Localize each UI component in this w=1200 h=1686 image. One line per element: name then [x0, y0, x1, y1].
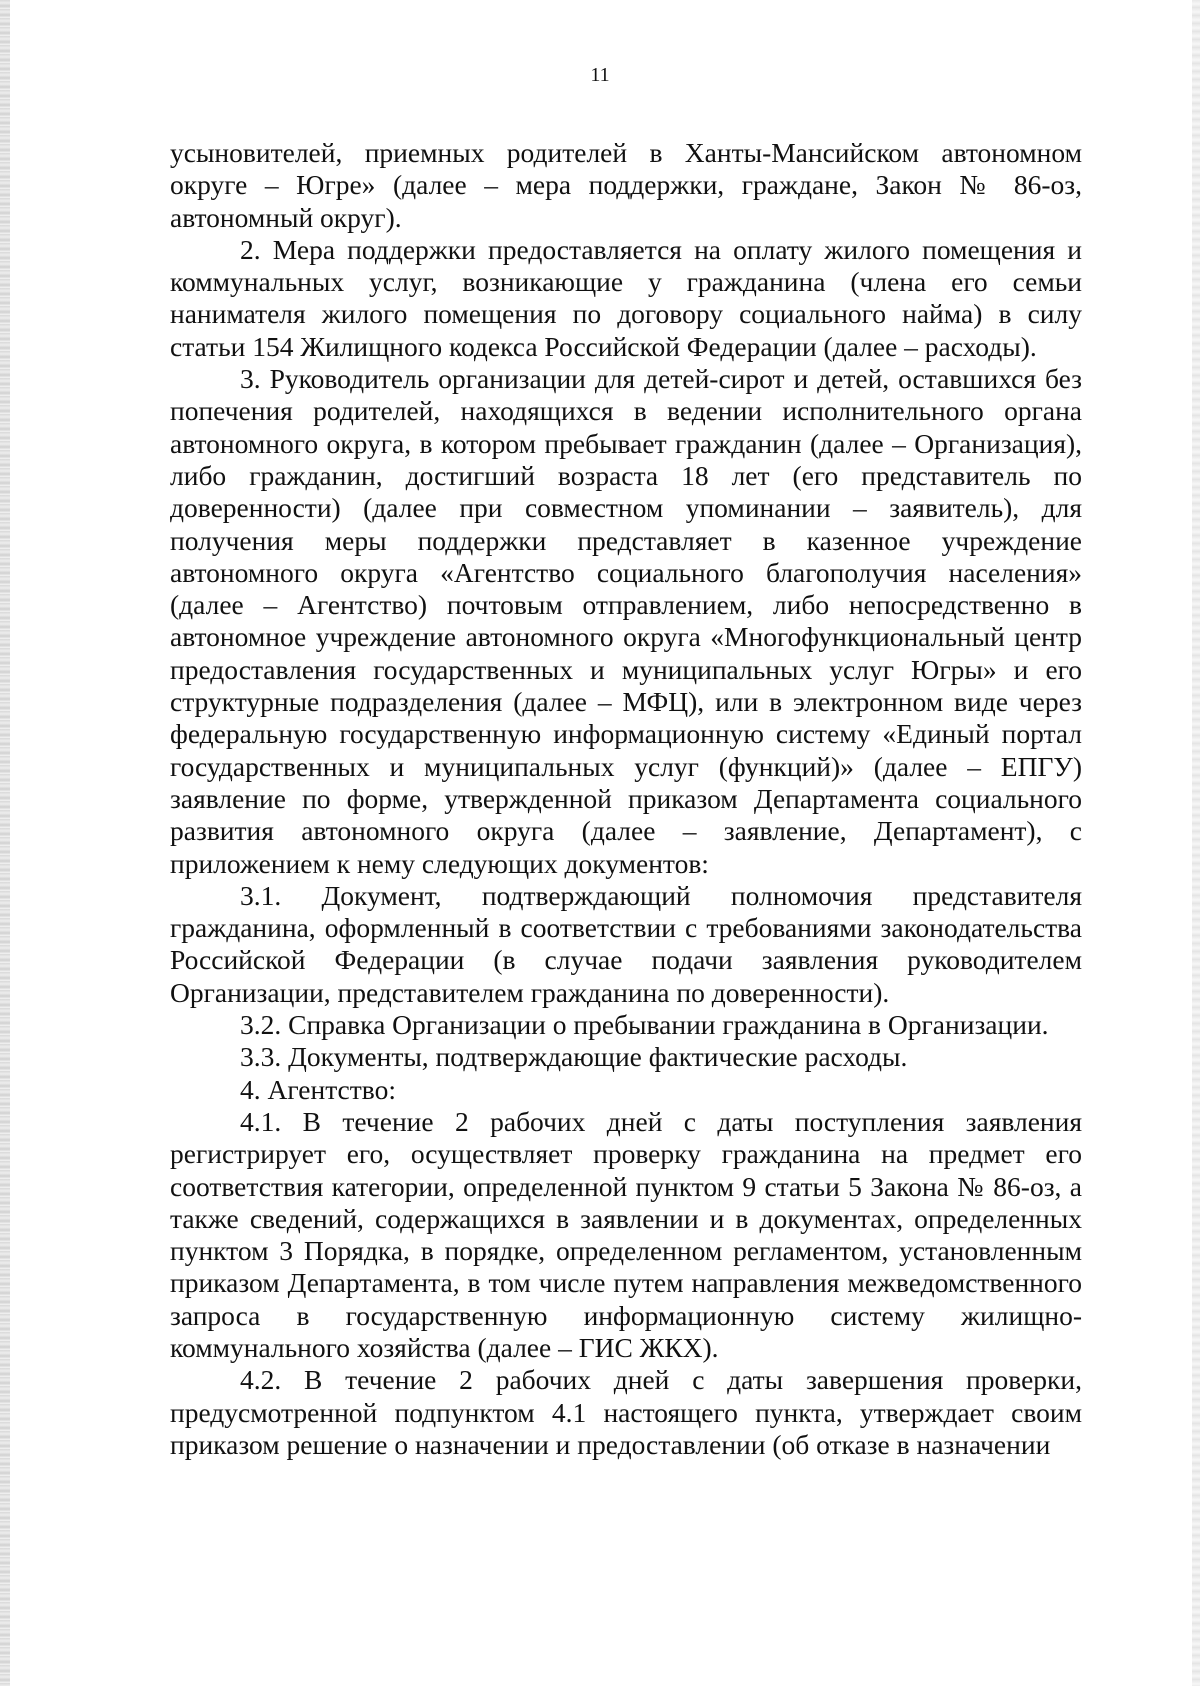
paragraph-4: 4. Агентство:	[240, 1073, 396, 1105]
scan-edge-left	[0, 0, 10, 1686]
paragraph-4-1: 4.1. В течение 2 рабочих дней с даты поступления заявления регистрирует его, осуществляет проверку гражданина на предмет его соответствия категории, определенной пунктом 9 статьи 5 Закона № 86-оз, а также сведений, содержащихся в заявлении и в документах, определенных пунктом 3 Порядка, в порядке, определенном регламентом, установленным приказом Департамента, в том числе путем направления межведомственного запроса в государственную информационную систему жилищно-коммунального хозяйства (далее – ГИС ЖКХ).	[170, 1105, 1082, 1363]
paragraph-2: 2. Мера поддержки предоставляется на оплату жилого помещения и коммунальных услуг, возникающие у гражданина (члена его семьи нанимателя жилого помещения по договору социального найма) в силу статьи 154 Жилищного кодекса Российской Федерации (далее – расходы).	[170, 233, 1082, 362]
paragraph-3-2: 3.2. Справка Организации о пребывании гражданина в Организации.	[240, 1009, 1049, 1041]
scan-edge-right	[1192, 0, 1200, 1686]
paragraph-3: 3. Руководитель организации для детей-сирот и детей, оставшихся без попечения родителей, находящихся в ведении исполнительного органа автономного округа, в котором пребывает гражданин (далее – Организация), либо гражданин, достигший возраста 18 лет (его представитель по доверенности) (далее при совместном упоминании – заявитель), для получения меры поддержки представляет в казенное учреждение автономного округа «Агентство социального благополучия населения» (далее – Агентство) почтовым отправлением, либо непосредственно в автономное учреждение автономного округа «Многофункциональный центр предоставления государственных и муниципальных услуг Югры» и его структурные подразделения (далее – МФЦ), или в электронном виде через федеральную государственную информационную систему «Единый портал государственных и муниципальных услуг (функций)» (далее – ЕПГУ) заявление по форме, утвержденной приказом Департамента социального развития автономного округа (далее – заявление, Департамент), с приложением к нему следующих документов:	[170, 363, 1082, 879]
paragraph-continuation: усыновителей, приемных родителей в Ханты-Мансийском автономном округе – Югре» (далее – мера поддержки, граждане, Закон № 86-оз, автономный округ).	[170, 137, 1082, 233]
paragraph-4-2: 4.2. В течение 2 рабочих дней с даты завершения проверки, предусмотренной подпунктом 4.1 настоящего пункта, утверждает своим приказом решение о назначении и предоставлении (об отказе в назначении	[170, 1364, 1082, 1460]
paragraph-3-3: 3.3. Документы, подтверждающие фактические расходы.	[240, 1041, 908, 1073]
page-number: 11	[590, 64, 610, 86]
document-body	[170, 137, 1082, 1461]
paragraph-3-1: 3.1. Документ, подтверждающий полномочия представителя гражданина, оформленный в соответствии с требованиями законодательства Российской Федерации (в случае подачи заявления руководителем Организации, представителем гражданина по доверенности).	[170, 879, 1082, 1008]
